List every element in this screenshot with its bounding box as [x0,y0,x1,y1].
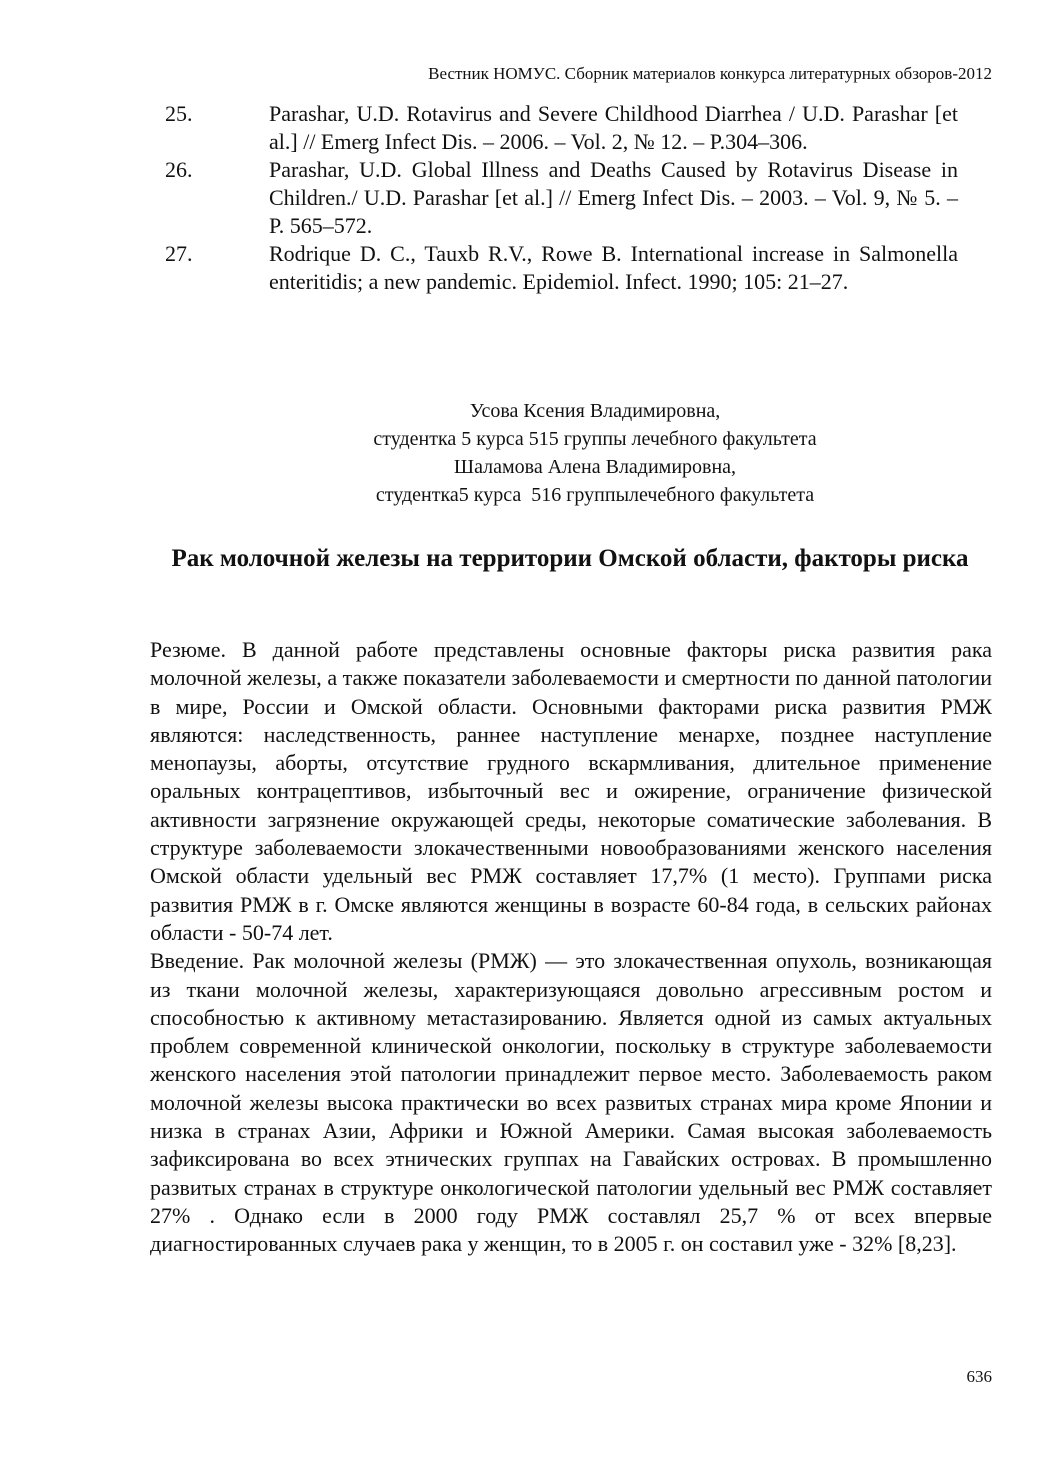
page-number: 636 [966,1367,992,1386]
reference-text: Parashar, U.D. Global Illness and Deaths Caused by Rotavirus Disease in Children./ U.D. Parashar [et al.] // Emerg Infect Dis. – 2003. – Vol. 9, № 5. – P. 565–572. [269,157,958,238]
abstract-paragraph: Резюме. В данной работе представлены основные факторы риска развития рака молочной железы, а также показатели заболеваемости и смертности по данной патологии в мире, России и Омской области. Основными факторами риска развития РМЖ являются: наследственность, раннее наступление менархе, позднее наступление менопаузы, аборты, отсутствие грудного вскармливания, длительное применение оральных контрацептивов, избыточный вес и ожирение, ограничение физической активности загрязнение окружающей среды, некоторые соматические заболевания. В структуре заболеваемости злокачественными новообразованиями женского населения Омской области удельный вес РМЖ составляет 17,7% (1 место). Группами риска развития РМЖ в г. Омске являются женщины в возрасте 60-84 года, в сельских районах области - 50-74 лет. [150,637,992,945]
author-name: Усова Ксения Владимировна, [469,400,721,422]
author-affiliation: студентка5 курса 516 группылечебного факультета [375,484,815,506]
author-affiliation: студентка 5 курса 515 группы лечебного факультета [373,428,817,450]
reference-text: Rodrique D. C., Tauxb R.V., Rowe B. International increase in Salmonella enteritidis; a new pandemic. Epidemiol. Infect. 1990; 105: 21–27. [269,241,958,294]
reference-number: 26. [165,157,193,182]
reference-text: Parashar, U.D. Rotavirus and Severe Childhood Diarrhea / U.D. Parashar [et al.] // Emerg Infect Dis. – 2006. – Vol. 2, № 12. – P.304–306. [269,101,958,154]
running-header: Вестник НОМУС. Сборник материалов конкурса литературных обзоров-2012 [428,64,992,83]
reference-item [165,240,958,296]
reference-item [165,156,958,240]
reference-number: 27. [165,241,193,266]
reference-list [165,100,958,296]
reference-item [165,100,958,156]
author-name: Шаламова Алена Владимировна, [453,456,737,478]
reference-number: 25. [165,101,193,126]
article-body [150,636,992,1259]
introduction-paragraph: Введение. Рак молочной железы (РМЖ) — это злокачественная опухоль, возникающая из ткани молочной железы, характеризующаяся довольно агрессивным ростом и способностью к активному метастазированию. Является одной из самых актуальных проблем современной клинической онкологии, поскольку в структуре заболеваемости женского населения этой патологии принадлежит первое место. Заболеваемость раком молочной железы высока практически во всех развитых странах мира кроме Японии и низка в странах Азии, Африки и Южной Америки. Самая высокая заболеваемость зафиксирована во всех этнических группах на Гавайских островах. В промышленно развитых странах в структуре онкологической патологии удельный вес РМЖ составляет 27% . Однако если в 2000 году РМЖ составлял 25,7 % от всех впервые диагностированных случаев рака у женщин, то в 2005 г. он составил уже - 32% [8,23]. [150,948,992,1257]
article-title: Рак молочной железы на территории Омской области, факторы риска [171,545,969,572]
authors-block [250,397,940,509]
